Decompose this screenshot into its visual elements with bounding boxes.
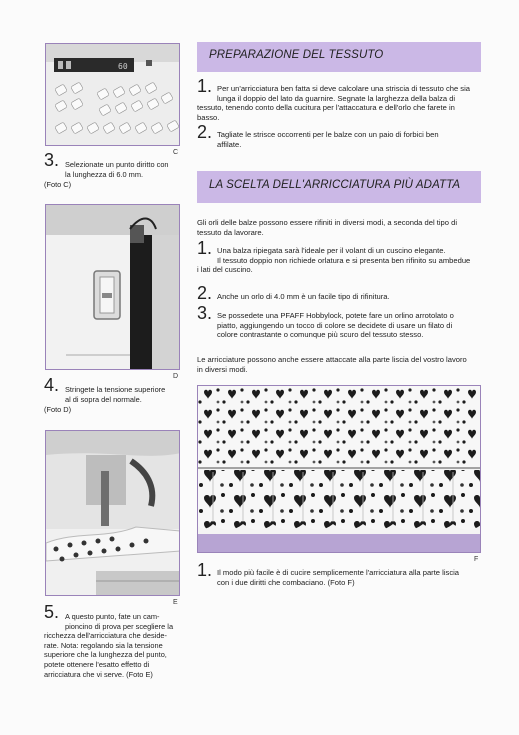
photo-f-label: F	[474, 556, 479, 563]
control-panel-illustration	[46, 44, 180, 146]
left-step-3: 3. Selezionate un punto diritto con la lunghezza di 6.0 mm. (Foto C)	[44, 150, 169, 189]
left-step-4: 4. Stringete la tensione superiore al di sopra del normale. (Foto D)	[44, 375, 166, 414]
left-step-5: 5. A questo punto, fate un cam- pioncino di prova per scegliere la ricchezza dell'arricciatura che deside- rate. Nota: regolando sia la tensione superiore che la lunghezza del punto, potete ottenere l'esatto effetto di arricciatura che vi serve. (Foto E)	[44, 602, 174, 679]
photo-c-label: C	[173, 149, 179, 156]
section2-item-1: 1. Una balza ripiegata sarà l'ideale per il volant di un cuscino elegante. Il tessuto doppio non richiede orlatura e si presenta ben rifinito su ambedue i lati del cuscino.	[197, 238, 471, 274]
section2-intro: Gli orli delle balze possono essere rifiniti in diversi modi, a seconda del tipo di tessuto da lavorare.	[197, 218, 458, 237]
photo-c-control-panel	[45, 43, 180, 146]
section2-item-3: 3. Se possedete una PFAFF Hobbylock, potete fare un orlino arrotolato o piatto, aggiungendo un tocco di colore se decidete di usare un filato di colore contrastante o comunque più scuro del tessuto stesso.	[197, 303, 454, 339]
photo-e-sewing-sample	[45, 430, 180, 596]
bottom-item-1: 1. Il modo più facile è di cucire semplicemente l'arricciatura alla parte liscia con i due diritti che combaciano. (Foto F)	[197, 560, 460, 587]
section2-item-2: 2. Anche un orlo di 4.0 mm è un facile tipo di rifinitura.	[197, 283, 390, 303]
photo-e-label: E	[173, 599, 178, 606]
photo-d-tension-dial	[45, 204, 180, 370]
section-title: LA SCELTA DELL'ARRICCIATURA PIÙ ADATTA	[209, 179, 461, 191]
photo-d-label: D	[173, 373, 179, 380]
section-header-preparazione	[197, 42, 481, 72]
display-value: 60	[118, 62, 128, 71]
tension-dial-illustration	[46, 205, 180, 370]
photo-f-heart-fabric-ruffle	[197, 385, 481, 553]
heart-fabric-illustration	[198, 386, 481, 553]
section2-outro: Le arricciature possono anche essere attaccate alla parte liscia del vostro lavoro in diversi modi.	[197, 355, 467, 374]
section1-item-2: 2. Tagliate le strisce occorrenti per le balze con un paio di forbici ben affilate.	[197, 122, 439, 149]
section-header-scelta	[197, 171, 481, 203]
sewing-sample-illustration	[46, 431, 180, 596]
section-title: PREPARAZIONE DEL TESSUTO	[209, 49, 384, 61]
section1-item-1: 1. Per un'arricciatura ben fatta si deve calcolare una striscia di tessuto che sia lunga il doppio del lato da guarnire. Segnate la larghezza della balza di tessuto, tenendo conto della cucitura per l'attaccatura e dell'orlo che farete in basso.	[197, 76, 471, 122]
